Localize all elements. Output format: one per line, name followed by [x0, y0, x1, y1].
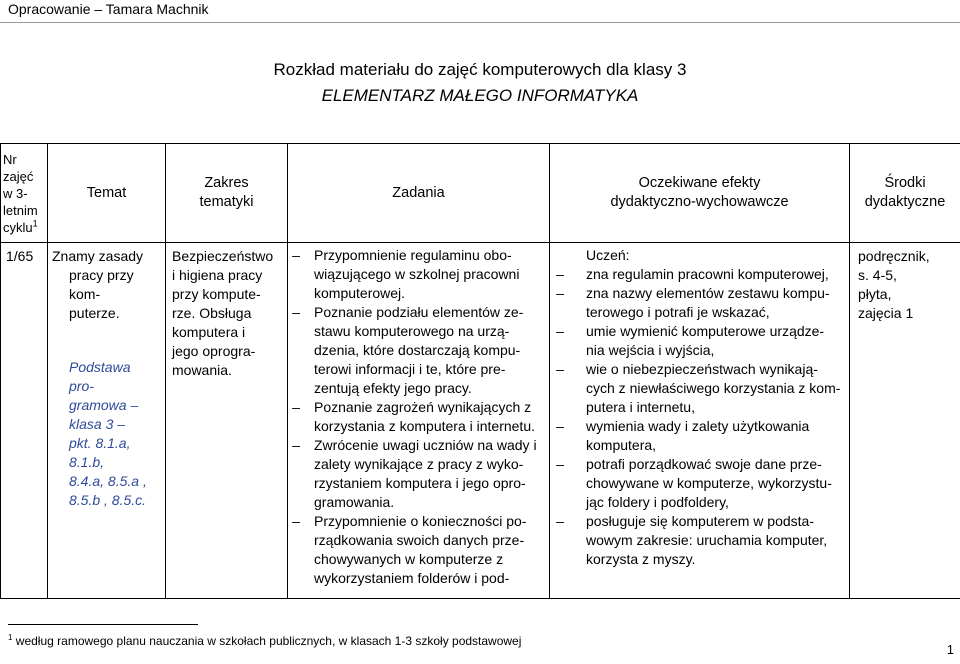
header-zakres-line: tematyki [199, 194, 254, 210]
list-item-line: cych z niewłaściwego korzystania z kom- [586, 380, 841, 396]
list-item-line: komputerowej. [314, 285, 406, 301]
list-item-line: nia wejścia i wyjścia, [586, 342, 715, 358]
header-zakres-line: Zakres [204, 175, 249, 191]
cell-temat [48, 243, 166, 599]
list-item-line: wowym zakresie: uruchamia komputer, [586, 532, 828, 548]
srodki-line: podręcznik, [858, 248, 930, 264]
dash-bullet: – [292, 513, 300, 529]
curriculum-line: pkt. 8.1.a, 8.1.b, [69, 435, 131, 470]
list-item-line: terowego i potrafi je wskazać, [586, 304, 770, 320]
zakres-line: i higiena pracy [172, 267, 263, 283]
header-nr-line: w 3- [3, 185, 28, 201]
list-item-line: wymienia wady i zalety użytkowania [586, 418, 810, 434]
list-item-line: zna nazwy elementów zestawu kompu- [586, 285, 830, 301]
footnote-divider [8, 624, 198, 625]
curriculum-line: Podstawa pro- [69, 359, 131, 394]
efekty-list [550, 265, 845, 569]
temat-line: pracy przy kom- [69, 267, 134, 302]
header-nr [1, 144, 48, 243]
table-row [1, 243, 960, 599]
dash-bullet: – [292, 399, 300, 415]
dash-bullet: – [556, 513, 564, 529]
list-item-line: wykorzystaniem folderów i pod- [314, 570, 510, 586]
list-item [288, 512, 545, 588]
cell-zadania [288, 243, 550, 599]
curriculum-line: 8.4.a, 8.5.a , [69, 473, 147, 489]
cell-srodki [850, 243, 960, 599]
list-item-line: Poznanie podziału elementów ze- [314, 304, 524, 320]
zakres-line: jego oprogra- [172, 343, 256, 359]
list-item-line: Poznanie zagrożeń wynikających z [314, 399, 532, 415]
page-header [0, 0, 960, 23]
lesson-plan-table [0, 143, 960, 599]
efekty-intro: Uczeń: [586, 247, 630, 263]
page-number: 1 [946, 642, 954, 657]
list-item-line: zentują efekty jego pracy. [314, 380, 472, 396]
zadania-list [288, 246, 545, 588]
list-item [288, 398, 545, 436]
list-item-line: jąc foldery i podfoldery, [586, 494, 729, 510]
footnote-ref: 1 [32, 218, 38, 229]
list-item-line: wiązującego w szkolnej pracowni [314, 266, 520, 282]
dash-bullet: – [556, 266, 564, 282]
list-item-line: zna regulamin pracowni komputerowej, [586, 266, 829, 282]
zakres-line: Bezpieczeństwo [172, 248, 274, 264]
header-srodki [850, 144, 960, 243]
list-item [288, 436, 545, 512]
list-item-line: terowi informacji i te, które pre- [314, 361, 506, 377]
temat-line: puterze. [69, 305, 120, 321]
zakres-line: komputera i [172, 324, 246, 340]
list-item [550, 512, 845, 569]
list-item [550, 455, 845, 512]
header-nr-line: zajęć [3, 168, 34, 184]
srodki-line: płyta, [858, 286, 892, 302]
temat-title: Znamy zasady [52, 248, 144, 264]
list-item-line: Przypomnienie o konieczności po- [314, 513, 527, 529]
zakres-line: rze. Obsługa [172, 305, 252, 321]
header-zakres [166, 144, 288, 243]
list-item [550, 417, 845, 455]
header-srodki-line: Środki [884, 175, 926, 191]
dash-bullet: – [556, 323, 564, 339]
list-item [550, 284, 845, 322]
list-item-line: komputera, [586, 437, 657, 453]
list-item [550, 322, 845, 360]
list-item-line: Przypomnienie regulaminu obo- [314, 247, 512, 263]
curriculum-line: klasa 3 – [69, 416, 126, 432]
curriculum-line: gramowa – [69, 397, 139, 413]
list-item [288, 246, 545, 303]
header-nr-line: cyklu [3, 219, 33, 235]
list-item-line: gramowania. [314, 494, 395, 510]
header-zadania: Zadania [288, 144, 550, 243]
header-efekty [550, 144, 850, 243]
list-item [550, 360, 845, 417]
list-item-line: putera i internetu, [586, 399, 695, 415]
list-item-line: Zwrócenie uwagi uczniów na wady i [314, 437, 537, 453]
list-item-line: korzysta z myszy. [586, 551, 696, 567]
dash-bullet: – [292, 304, 300, 320]
dash-bullet: – [292, 247, 300, 263]
footnote [8, 631, 521, 648]
zakres-line: mowania. [172, 362, 232, 378]
list-item-line: posługuje się komputerem w podsta- [586, 513, 815, 529]
cell-efekty [550, 243, 850, 599]
list-item-line: wie o niebezpieczeństwach wynikają- [586, 361, 818, 377]
document-subtitle: ELEMENTARZ MAŁEGO INFORMATYKA [321, 86, 639, 105]
header-nr-line: Nr [3, 151, 17, 167]
header-srodki-line: dydaktyczne [864, 194, 946, 210]
dash-bullet: – [556, 418, 564, 434]
srodki-line: s. 4-5, [858, 267, 897, 283]
header-temat: Temat [48, 144, 166, 243]
list-item-line: stawu komputerowego na urzą- [314, 323, 510, 339]
header-nr-line: letnim [3, 202, 38, 218]
list-item-line: potrafi porządkować swoje dane prze- [586, 456, 822, 472]
dash-bullet: – [556, 361, 564, 377]
list-item-line: dzenia, które dostarczają kompu- [314, 342, 521, 358]
header-efekty-line: Oczekiwane efekty [638, 175, 761, 191]
list-item-line: umie wymienić komputerowe urządze- [586, 323, 825, 339]
header-efekty-line: dydaktyczno-wychowawcze [610, 194, 789, 210]
list-item-line: zalety wynikające z pracy z wyko- [314, 456, 524, 472]
document-title: Rozkład materiału do zajęć komputerowych dla klasy 3 [273, 60, 687, 79]
dash-bullet: – [556, 285, 564, 301]
cell-nr: 1/65 [1, 243, 48, 599]
list-item-line: rządkowania swoich danych prze- [314, 532, 525, 548]
curriculum-line: 8.5.b , 8.5.c. [69, 492, 147, 508]
list-item [288, 303, 545, 398]
table-header-row [1, 144, 960, 243]
footnote-marker: 1 [8, 633, 13, 642]
header-text: Opracowanie – Tamara Machnik [8, 1, 209, 17]
curriculum-reference [52, 358, 159, 510]
list-item-line: chowywanych w komputerze z [314, 551, 504, 567]
dash-bullet: – [556, 456, 564, 472]
footnote-text: według ramowego planu nauczania w szkołach publicznych, w klasach 1-3 szkoły podstawowej [15, 634, 522, 648]
list-item-line: chowywane w komputerze, wykorzystu- [586, 475, 832, 491]
zakres-line: przy kompute- [172, 286, 261, 302]
cell-zakres [166, 243, 288, 599]
dash-bullet: – [292, 437, 300, 453]
list-item-line: korzystania z komputera i internetu. [314, 418, 535, 434]
list-item-line: rzystaniem komputera i jego opro- [314, 475, 526, 491]
list-item [550, 265, 845, 284]
srodki-line: zajęcia 1 [858, 305, 914, 321]
